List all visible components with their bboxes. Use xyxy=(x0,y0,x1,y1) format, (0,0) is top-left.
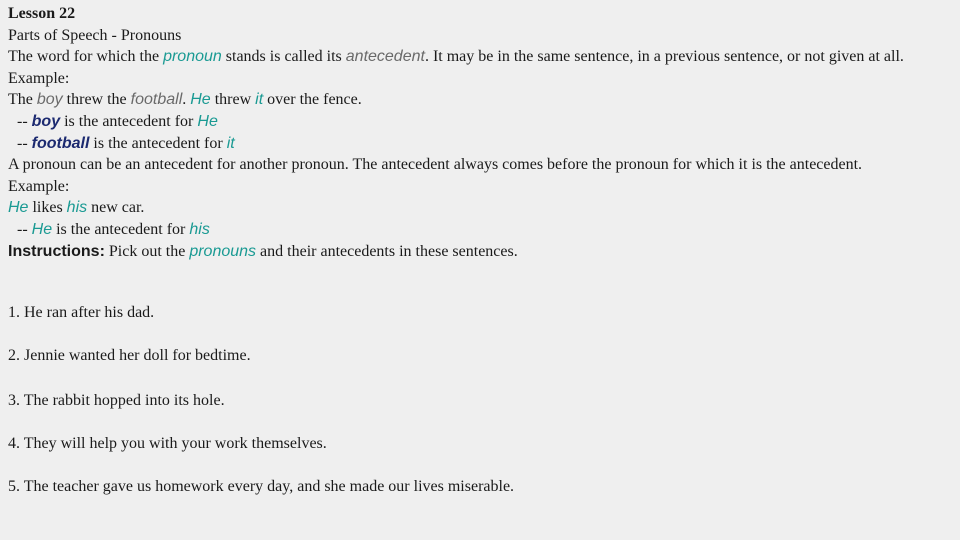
keyword-antecedent: antecedent xyxy=(345,48,425,66)
note2-text: is the antecedent for xyxy=(89,134,227,152)
instructions-line xyxy=(8,241,952,263)
ex1-text-2: threw the xyxy=(62,91,131,109)
note3-keyword-his: his xyxy=(189,220,210,238)
keyword-pronoun: pronoun xyxy=(163,48,222,66)
ex1-keyword-boy: boy xyxy=(36,91,63,109)
ex1-keyword-football: football xyxy=(130,91,183,109)
question-5: 5. The teacher gave us homework every day, and she made our lives miserable. xyxy=(8,478,515,495)
note1-keyword-he: He xyxy=(197,112,218,130)
ex1-text-4: threw xyxy=(210,91,256,109)
intro-text-3: . It may be in the same sentence, in a previous sentence, or not given at all. xyxy=(424,48,904,66)
second-paragraph: A pronoun can be an antecedent for another pronoun. The antecedent always comes before the pronoun for which it is the antecedent. xyxy=(8,156,863,174)
ex1-text-3: . xyxy=(182,91,191,109)
question-4: 4. They will help you with your work themselves. xyxy=(8,435,327,452)
instructions-label: Instructions: xyxy=(8,242,105,260)
ex2-text-1: likes xyxy=(28,199,67,217)
note2-keyword-it: it xyxy=(226,134,235,152)
note3-text: is the antecedent for xyxy=(52,220,190,238)
antecedent-note-1 xyxy=(8,111,952,133)
ex1-text-5: over the fence. xyxy=(263,91,362,109)
question-2: 2. Jennie wanted her doll for bedtime. xyxy=(8,347,251,364)
example-label-2: Example: xyxy=(8,177,70,195)
example-sentence-2 xyxy=(8,197,952,219)
intro-text-2: stands is called its xyxy=(221,48,346,66)
question-3: 3. The rabbit hopped into its hole. xyxy=(8,392,225,409)
example-label-1: Example: xyxy=(8,69,70,87)
antecedent-note-2 xyxy=(8,133,952,155)
instructions-text-2: and their antecedents in these sentences. xyxy=(256,242,518,260)
question-1: 1. He ran after his dad. xyxy=(8,304,155,321)
ex2-keyword-he: He xyxy=(8,199,29,217)
ex2-keyword-his: his xyxy=(66,199,88,217)
ex1-keyword-it: it xyxy=(255,91,264,109)
lesson-title: Lesson 22 xyxy=(8,5,76,22)
note1-text: is the antecedent for xyxy=(60,112,198,130)
note3-dash: -- xyxy=(17,220,32,238)
note1-keyword-boy: boy xyxy=(31,112,61,130)
instructions-keyword-pronouns: pronouns xyxy=(189,242,257,260)
ex1-keyword-he: He xyxy=(190,91,211,109)
instructions-text-1: Pick out the xyxy=(104,242,190,260)
example-sentence-1 xyxy=(8,89,952,111)
note2-dash: -- xyxy=(17,134,32,152)
intro-paragraph xyxy=(8,46,952,68)
ex1-text-1: The xyxy=(8,91,37,109)
lesson-subtitle: Parts of Speech - Pronouns xyxy=(8,26,182,44)
lesson-body xyxy=(8,3,952,262)
antecedent-note-3 xyxy=(8,219,952,241)
ex2-text-2: new car. xyxy=(87,199,145,217)
note3-keyword-he: He xyxy=(31,220,53,238)
note1-dash: -- xyxy=(17,112,32,130)
note2-keyword-football: football xyxy=(31,134,90,152)
intro-text-1: The word for which the xyxy=(8,48,164,66)
